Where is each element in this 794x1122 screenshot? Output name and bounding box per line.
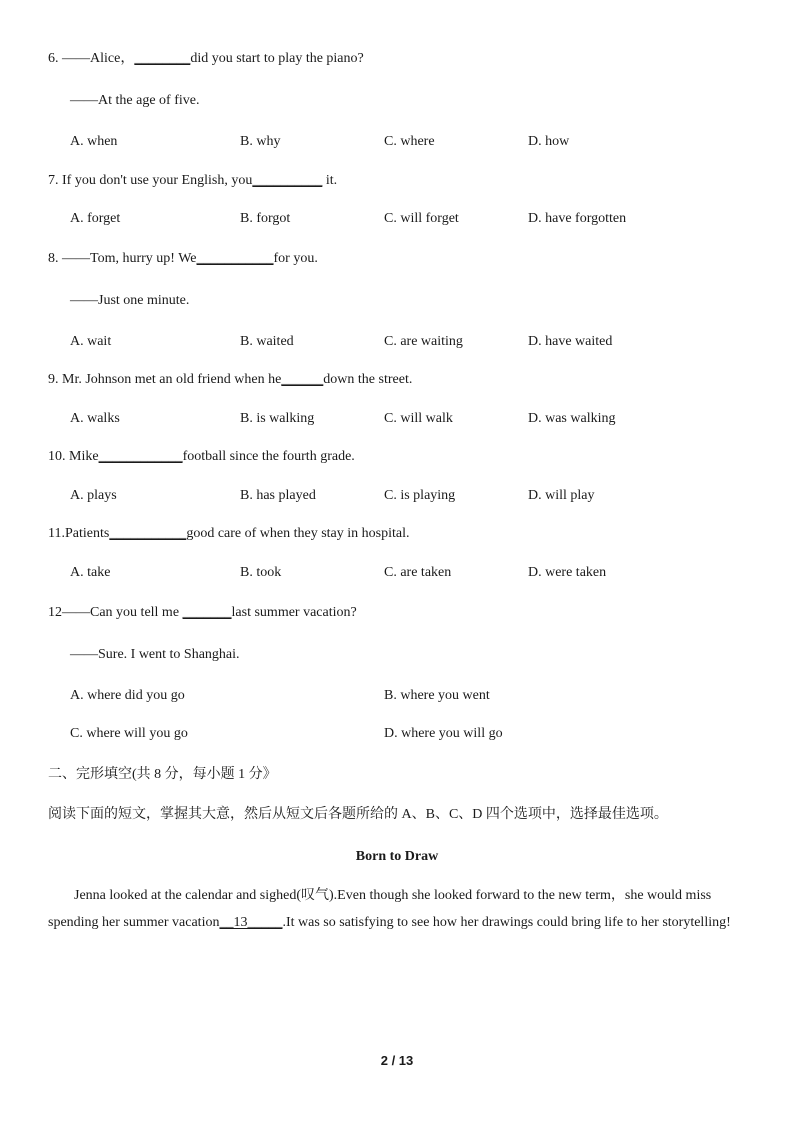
option-c: C. are waiting — [384, 334, 463, 349]
option-a: A. where did you go — [70, 688, 185, 703]
stem-text: 9. Mr. Johnson met an old friend when he — [48, 372, 282, 387]
answer-blank: ____________ — [98, 449, 183, 464]
stem-text: good care of when they stay in hospital. — [186, 526, 410, 541]
section-heading: 二、完形填空(共 8 分，每小题 1 分》 — [48, 767, 277, 782]
option-b: B. why — [240, 134, 281, 149]
page-number: 2 / 13 — [380, 1053, 414, 1068]
question-12-reply: ——Sure. I went to Shanghai. — [70, 647, 240, 662]
answer-blank: ___________ — [196, 251, 274, 266]
option-d: D. was walking — [528, 411, 616, 426]
stem-text: down the street. — [323, 372, 413, 387]
option-a: A. plays — [70, 488, 117, 503]
question-6-reply: ——At the age of five. — [70, 93, 200, 108]
stem-text: 12——Can you tell me — [48, 605, 183, 620]
question-11-stem — [48, 525, 409, 543]
option-d: D. where you will go — [384, 726, 503, 741]
option-b: B. took — [240, 565, 282, 580]
stem-text: it. — [322, 173, 338, 188]
stem-text: 8. ——Tom, hurry up! We — [48, 251, 197, 266]
question-7-stem — [48, 172, 337, 190]
option-d: D. have forgotten — [528, 211, 627, 226]
option-d: D. will play — [528, 488, 595, 503]
question-12-stem — [48, 604, 357, 622]
answer-blank: ___________ — [109, 526, 187, 541]
option-a: A. take — [70, 565, 111, 580]
option-d: D. were taken — [528, 565, 607, 580]
stem-text: for you. — [273, 251, 318, 266]
option-c: C. will walk — [384, 411, 453, 426]
option-b: B. where you went — [384, 688, 490, 703]
option-b: B. is walking — [240, 411, 315, 426]
option-c: C. where will you go — [70, 726, 188, 741]
stem-text: 11.Patients — [48, 526, 110, 541]
passage-title: Born to Draw — [355, 849, 439, 864]
question-6-stem — [48, 50, 364, 68]
option-a: A. walks — [70, 411, 120, 426]
option-b: B. has played — [240, 488, 316, 503]
option-c: C. will forget — [384, 211, 459, 226]
option-c: C. where — [384, 134, 435, 149]
option-c: C. are taken — [384, 565, 452, 580]
stem-text: 10. Mike — [48, 449, 99, 464]
option-b: B. forgot — [240, 211, 291, 226]
option-a: A. wait — [70, 334, 112, 349]
passage-text: .It was so satisfying to see how her drawings could bring life to her storytelling! — [282, 915, 731, 930]
option-c: C. is playing — [384, 488, 456, 503]
stem-text: last summer vacation? — [231, 605, 357, 620]
stem-text: did you start to play the piano? — [190, 51, 364, 66]
question-10-stem — [48, 448, 355, 466]
question-9-stem — [48, 371, 412, 389]
option-d: D. how — [528, 134, 570, 149]
passage-blank: __13_____ — [219, 915, 283, 930]
section-instruction: 阅读下面的短文，掌握其大意，然后从短文后各题所给的 A、B、C、D 四个选项中，选择最佳选项。 — [48, 807, 668, 822]
option-a: A. forget — [70, 211, 121, 226]
option-a: A. when — [70, 134, 118, 149]
stem-text: 6. ——Alice， — [48, 51, 135, 66]
stem-text: 7. If you don't use your English, you — [48, 173, 253, 188]
option-d: D. have waited — [528, 334, 613, 349]
passage-text: Jenna looked at the calendar and sighed(叹气).Even though she looked forward to the new term，she would miss spending her summer vacation — [48, 888, 712, 930]
stem-text: football since the fourth grade. — [182, 449, 355, 464]
answer-blank: ______ — [281, 372, 324, 387]
question-8-reply: ——Just one minute. — [70, 293, 190, 308]
answer-blank: ________ — [134, 51, 191, 66]
option-b: B. waited — [240, 334, 294, 349]
question-8-stem — [48, 250, 318, 268]
answer-blank: __________ — [252, 173, 323, 188]
passage-paragraph — [48, 882, 752, 936]
answer-blank: _______ — [182, 605, 232, 620]
